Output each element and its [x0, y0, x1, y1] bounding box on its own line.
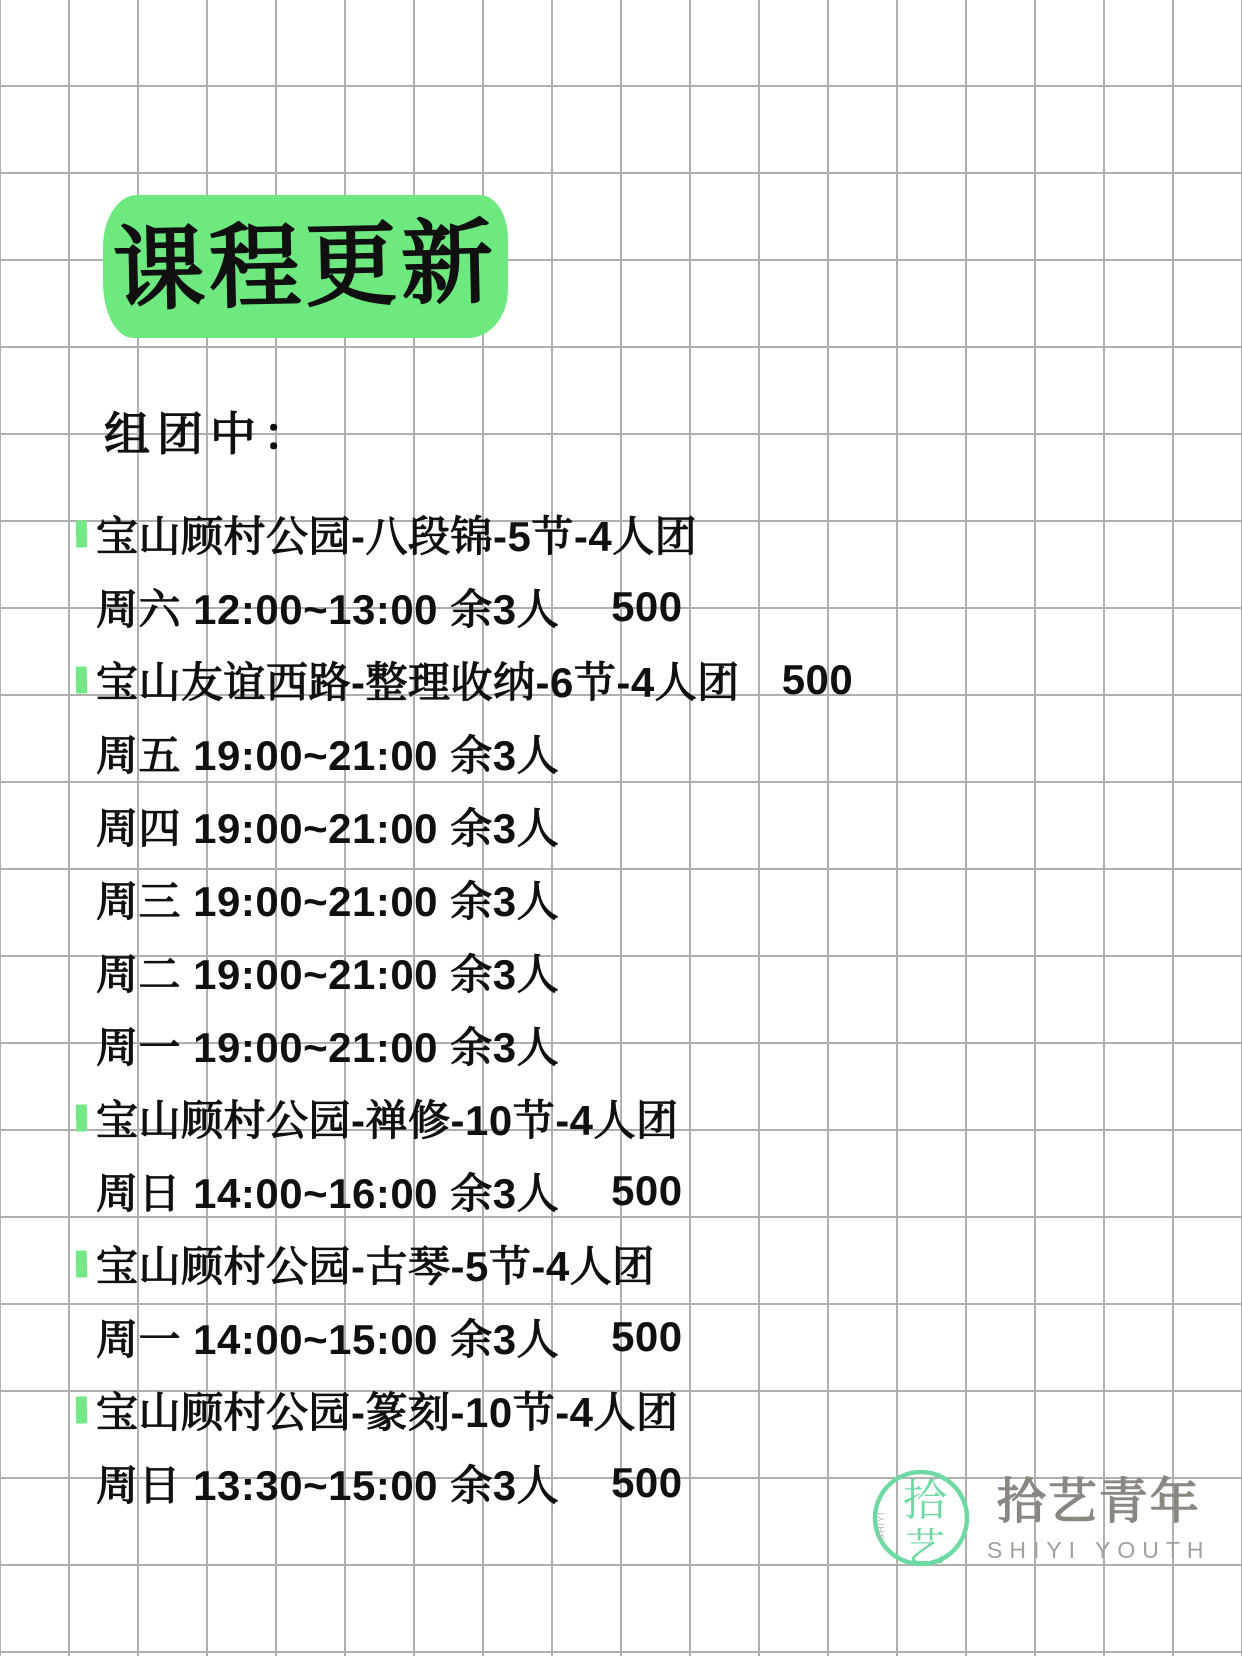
course-title-row — [96, 1081, 1176, 1154]
session-price: 500 — [611, 1166, 683, 1214]
course-title-row — [96, 1373, 1176, 1446]
seal-char-bottom: 艺 — [905, 1526, 945, 1570]
session-price: 500 — [611, 1312, 683, 1360]
course-title: 宝山顾村公园-八段锦-5节-4人团 — [96, 512, 698, 560]
session-text: 周三 19:00~21:00 余3人 — [96, 877, 560, 925]
seal-char-top: 拾 — [903, 1476, 947, 1525]
brand-name-cn: 拾艺青年 — [996, 1474, 1201, 1529]
session-text: 周一 14:00~15:00 余3人 — [96, 1315, 560, 1363]
session-row — [96, 716, 1176, 789]
course-title: 宝山顾村公园-篆刻-10节-4人团 — [96, 1388, 679, 1436]
session-text: 周日 14:00~16:00 余3人 — [96, 1169, 560, 1217]
session-text: 周一 19:00~21:00 余3人 — [96, 1023, 560, 1071]
page-title-highlight — [103, 195, 508, 338]
brand-name-en: SHIYI YOUTH — [987, 1537, 1211, 1564]
brand-seal-icon — [869, 1468, 973, 1572]
session-price: 500 — [611, 582, 683, 630]
bullet-marker — [76, 1104, 87, 1131]
session-text: 周四 19:00~21:00 余3人 — [96, 804, 560, 852]
session-text: 周六 12:00~13:00 余3人 — [96, 585, 560, 633]
course-price: 500 — [781, 655, 854, 703]
course-title: 宝山友谊西路-整理收纳-6节-4人团 — [96, 658, 740, 706]
course-title: 宝山顾村公园-古琴-5节-4人团 — [96, 1242, 655, 1290]
brand-names — [987, 1476, 1211, 1565]
session-row — [96, 570, 1176, 643]
session-text: 周日 13:30~15:00 余3人 — [96, 1461, 560, 1509]
brand-logo — [869, 1468, 1211, 1572]
course-list — [96, 497, 1176, 1519]
session-row — [96, 1300, 1176, 1373]
seal-side-text: SHIYI — [876, 1511, 886, 1540]
session-text: 周五 19:00~21:00 余3人 — [96, 731, 560, 779]
session-price: 500 — [611, 1458, 683, 1506]
session-row — [96, 862, 1176, 935]
session-row — [96, 935, 1176, 1008]
session-text: 周二 19:00~21:00 余3人 — [96, 950, 560, 998]
session-row — [96, 789, 1176, 862]
course-title: 宝山顾村公园-禅修-10节-4人团 — [96, 1096, 679, 1144]
bullet-marker — [76, 1396, 87, 1423]
section-label: 组团中： — [104, 408, 316, 460]
bullet-marker — [76, 666, 87, 693]
course-title-row — [96, 643, 1176, 716]
session-row — [96, 1008, 1176, 1081]
page-title: 课程更新 — [112, 211, 499, 322]
session-row — [96, 1154, 1176, 1227]
bullet-marker — [76, 1250, 87, 1277]
course-title-row — [96, 497, 1176, 570]
bullet-marker — [76, 520, 87, 547]
course-title-row — [96, 1227, 1176, 1300]
